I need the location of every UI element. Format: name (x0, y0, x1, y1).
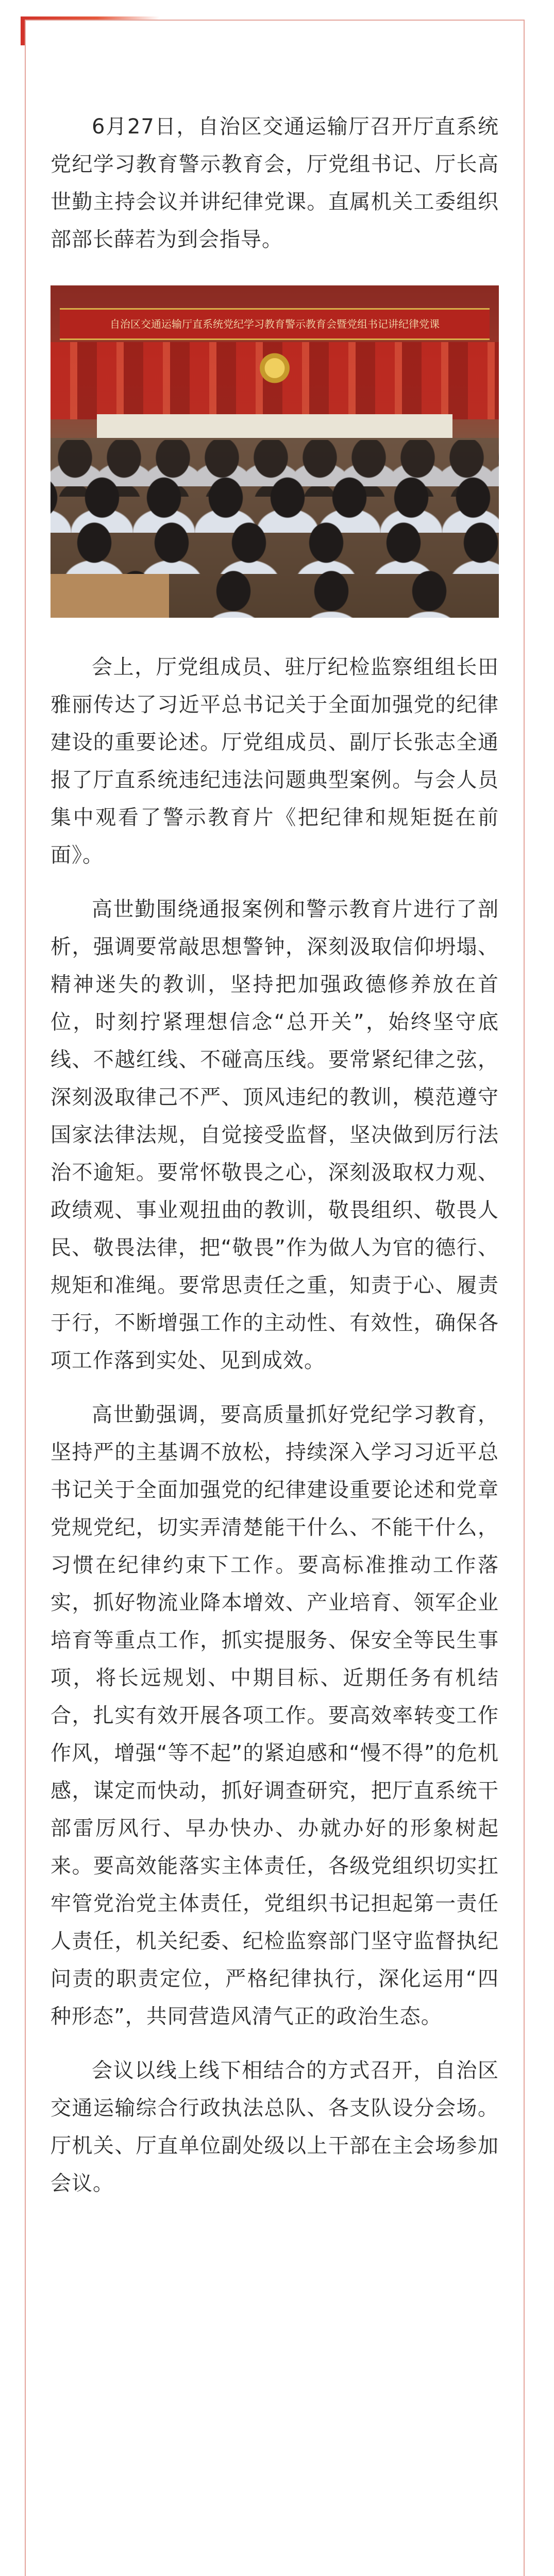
meeting-photo (51, 285, 499, 618)
article-paragraph-2: 会上，厅党组成员、驻厅纪检监察组组长田雅丽传达了习近平总书记关于全面加强党的纪律建设的重要论述。厅党组成员、副厅长张志全通报了厅直系统违纪违法问题典型案例。与会人员集中观看了警示教育片《把纪律和规矩挺在前面》。 (51, 655, 499, 867)
article-paragraph-5: 会议以线上线下相结合的方式召开，自治区交通运输综合行政执法总队、各支队设分会场。厅机关、厅直单位副处级以上干部在主会场参加会议。 (51, 2059, 499, 2195)
article-paragraph-4: 高世勤强调，要高质量抓好党纪学习教育，坚持严的主基调不放松，持续深入学习习近平总书记关于全面加强党的纪律建设重要论述和党章党规党纪，切实弄清楚能干什么、不能干什么，习惯在纪律约束下工作。要高标准推动工作落实，抓好物流业降本增效、产业培育、领军企业培育等重点工作，抓实提服务、保安全等民生事项，将长远规划、中期目标、近期任务有机结合，扎实有效开展各项工作。要高效率转变工作作风，增强“等不起”的紧迫感和“慢不得”的危机感，谋定而快动，抓好调查研究，把厅直系统干部雷厉风行、早办快办、办就办好的形象树起来。要高效能落实主体责任，各级党组织切实扛牢管党治党主体责任，党组织书记担起第一责任人责任，机关纪委、纪检监察部门坚守监督执纪问责的职责定位，严格纪律执行，深化运用“四种形态”，共同营造风清气正的政治生态。 (51, 1403, 499, 2028)
emblem-icon (254, 347, 295, 394)
photo-stage-table (97, 414, 452, 441)
article-paragraph-3: 高世勤围绕通报案例和警示教育片进行了剖析，强调要常敲思想警钟，深刻汲取信仰坍塌、精神迷失的教训，坚持把加强政德修养放在首位，时刻拧紧理想信念“总开关”，始终坚守底线、不越红线、不碰高压线。要常紧纪律之弦，深刻汲取律己不严、顶风违纪的教训，模范遵守国家法律法规，自觉接受监督，坚决做到厉行法治不逾矩。要常怀敬畏之心，深刻汲取权力观、政绩观、事业观扭曲的教训，敬畏组织、敬畏人民、敬畏法律，把“敬畏”作为做人为官的德行、规矩和准绳。要常思责任之重，知责于心、履责于行，不断增强工作的主动性、有效性，确保各项工作落到实处、见到成效。 (51, 897, 499, 1372)
article-content (51, 108, 499, 2219)
photo-desk (51, 574, 169, 618)
article-frame (25, 20, 525, 2576)
photo-banner: 自治区交通运输厅直系统党纪学习教育警示教育会暨党组书记讲纪律党课 (60, 308, 490, 340)
article-paragraph-1: 6月27日，自治区交通运输厅召开厅直系统党纪学习教育警示教育会，厅党组书记、厅长高世勤主持会议并讲纪律党课。直属机关工委组织部部长薛若为到会指导。 (51, 115, 499, 251)
